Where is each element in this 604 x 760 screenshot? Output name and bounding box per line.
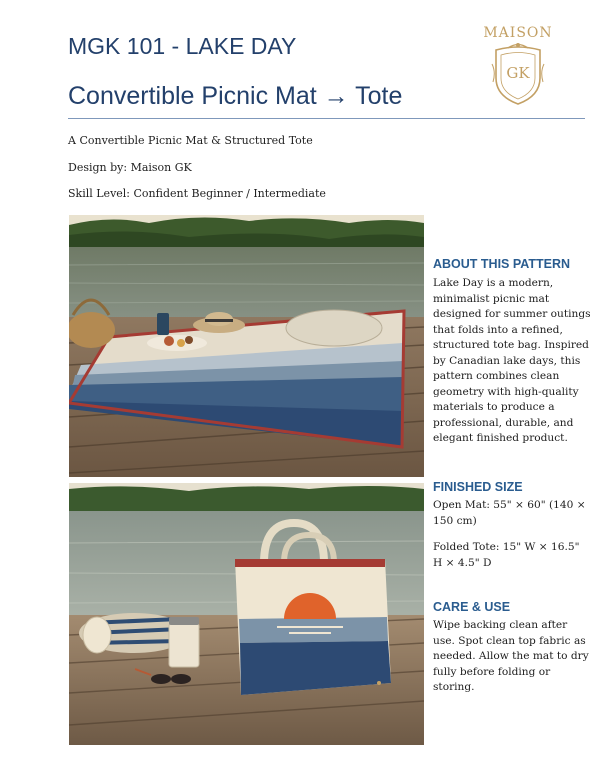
page-subtitle: Convertible Picnic Mat → Tote (68, 82, 403, 110)
skill-level: Skill Level: Confident Beginner / Intermediate (68, 187, 326, 200)
finished-size-heading: FINISHED SIZE (433, 480, 523, 494)
picnic-mat-illustration (69, 215, 424, 477)
maison-gk-logo (478, 22, 558, 108)
about-pattern-heading: ABOUT THIS PATTERN (433, 257, 571, 271)
logo-monogram: GK (506, 64, 530, 82)
care-use-heading: CARE & USE (433, 600, 511, 614)
picnic-mat-photo (69, 215, 424, 477)
page-title: MGK 101 - LAKE DAY (68, 33, 297, 59)
open-mat-size: Open Mat: 55" × 60" (140 × 150 cm) (433, 499, 586, 527)
pattern-description: A Convertible Picnic Mat & Structured Tote (68, 134, 313, 147)
tote-bag-photo (69, 483, 424, 745)
folded-tote-size: Folded Tote: 15" W × 16.5" H × 4.5" D (433, 541, 580, 569)
about-pattern-text: Lake Day is a modern, minimalist picnic mat designed for summer outings that folds into a refined, structured tote bag. Inspired by Canadian lake days, this pattern combines clean geometry with high-quality materials to produce a professional, durable, and elegant finished product. (433, 277, 591, 444)
care-use-text: Wipe backing clean after use. Spot clean top fabric as needed. Allow the mat to dry fully before folding or storing. (433, 619, 589, 693)
tote-bag-illustration (69, 483, 424, 745)
logo-brand-text: MAISON (483, 25, 553, 41)
header-divider (68, 118, 585, 119)
designer-credit: Design by: Maison GK (68, 161, 192, 174)
